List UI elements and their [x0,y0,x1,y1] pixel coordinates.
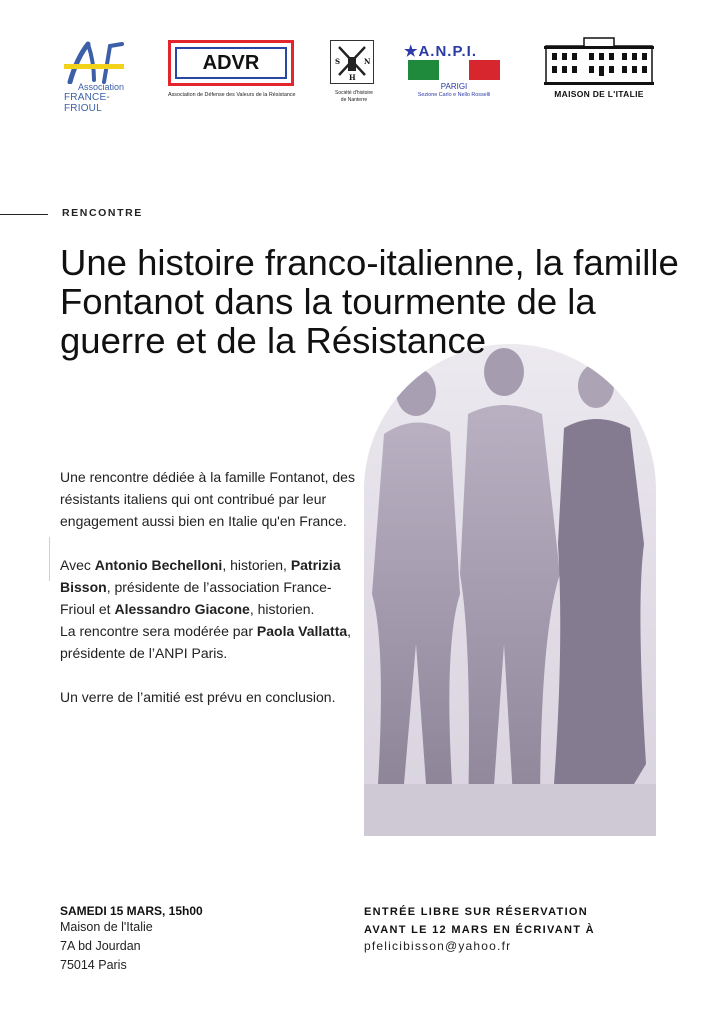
section-kicker: RENCONTRE [62,207,143,219]
afi-logo-mark [62,40,126,84]
building-icon [544,36,654,86]
event-date: SAMEDI 15 MARS, 15h00 [60,904,203,918]
speaker-name: Alessandro Giacone [114,601,250,617]
reservation-line1: ENTRÉE LIBRE SUR RÉSERVATION [364,906,589,918]
advr-name: ADVR [175,47,287,79]
venue-city: 75014 Paris [60,958,127,972]
shn-subtitle [324,90,384,104]
afi-name-line1: Association [78,82,125,92]
moderation-text: , présidente de l’ANPI Paris. [60,623,352,661]
venue-street: 7A bd Jourdan [60,939,141,953]
logo-advr [168,40,300,110]
photo-silhouettes [364,344,656,836]
decorative-line [49,537,50,581]
closing-paragraph: Un verre de l’amitié est prévu en conclusion. [60,689,336,705]
anpi-subtitle: Sezione Carlo e Nello Rosselli [417,92,491,98]
flag-red-band [469,60,500,80]
shn-subtitle-line1: Société d'histoire [335,90,373,96]
flag-green-band [408,60,439,80]
shn-letter-h: H [349,73,356,82]
shn-emblem [330,40,374,84]
flag-white-band [439,60,470,80]
kicker-rule [0,214,48,215]
speakers-text: , présidente de l’association France-Frioul et [60,579,332,617]
reservation-email[interactable]: pfelicibisson@yahoo.fr [364,939,512,953]
event-title: Une histoire franco-italienne, la famille Fontanot dans la tourmente de la guerre et de la Résistance [60,242,679,361]
logo-maison-de-l-italie [540,36,660,106]
reservation-info [364,903,595,939]
fontanot-family-photo [364,344,656,836]
logo-association-france-frioul [58,40,144,112]
event-address [60,918,153,975]
speakers-text: , historien. [249,601,315,617]
anpi-city: PARIGI [440,82,468,91]
shn-letter-s: S [335,57,341,66]
speakers-text: , historien, [222,557,291,573]
speaker-name: Antonio Bechelloni [94,557,223,573]
shn-subtitle-line2: de Nanterre [340,97,368,103]
speaker-name: Patrizia Bisson [60,557,341,595]
moderation-text: La rencontre sera modérée par [60,623,257,639]
intro-paragraph: Une rencontre dédiée à la famille Fontanot, des résistants italiens qui ont contribué par leur engagement aussi bien en Italie qu'en France. [60,469,355,529]
advr-frame [168,40,294,86]
anpi-name: ★A.N.P.I. [404,43,478,60]
moderation-paragraph [60,620,360,664]
logo-societe-histoire-nanterre [328,40,380,110]
speakers-paragraph [60,554,360,620]
reservation-line2: AVANT LE 12 MARS EN ÉCRIVANT À [364,924,595,936]
logo-anpi-parigi [404,42,504,108]
venue-name: Maison de l'Italie [60,920,153,934]
anpi-flag [408,60,500,80]
moderator-name: Paola Vallatta [256,623,348,639]
event-description [60,466,360,708]
speakers-text: Avec [60,557,95,573]
afi-name-line2: FRANCE-FRIOUL [64,92,110,114]
advr-subtitle: Association de Défense des Valeurs de la Résistance [168,92,296,98]
mdi-name: MAISON DE L'ITALIE [554,89,644,99]
shn-letter-n: N [364,57,371,66]
